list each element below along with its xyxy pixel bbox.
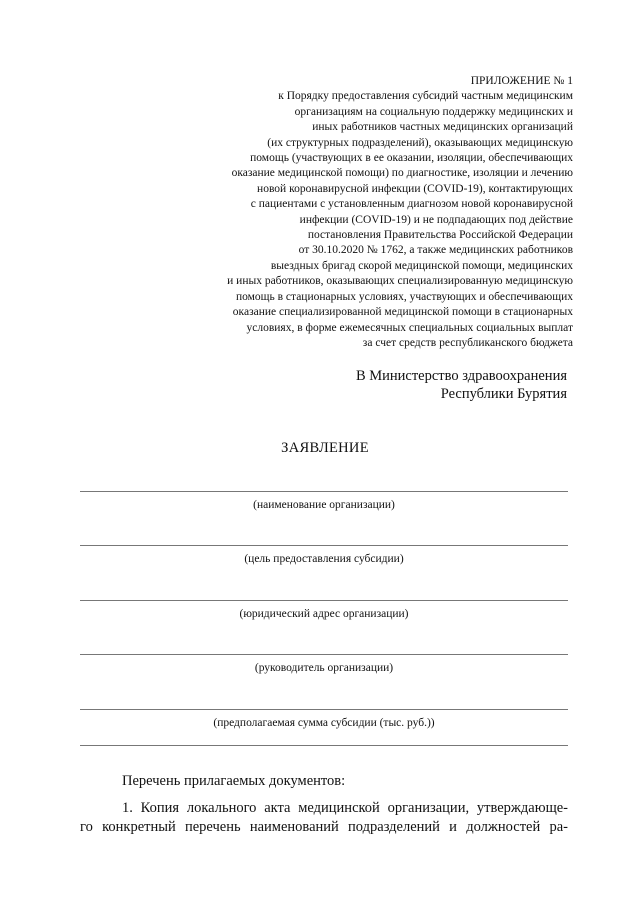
appendix-line: помощь в стационарных условиях, участвующих и обеспечивающих: [235, 290, 573, 303]
appendix-line: оказание специализированной медицинской помощи в стационарных: [232, 306, 573, 319]
appendix-line: иных работников частных медицинских организаций: [312, 121, 573, 134]
legal-address-field[interactable]: [80, 600, 568, 628]
fill-line: [80, 654, 568, 655]
field-hint: (юридический адрес организации): [239, 608, 409, 620]
appendix-line: организациям на социальную поддержку медицинских и: [294, 105, 573, 118]
appendix-line: условиях, в форме ежемесячных специальных социальных выплат: [246, 321, 573, 334]
appendix-line: за счет средств республиканского бюджета: [362, 336, 573, 349]
appendix-line: к Порядку предоставления субсидий частным медицинским: [278, 90, 573, 103]
field-hint: (наименование организации): [253, 499, 395, 511]
appendix-line: оказание медицинской помощи) по диагностике, изоляции и лечению: [231, 167, 573, 180]
appendix-line: от 30.10.2020 № 1762, а также медицинских работников: [298, 244, 573, 257]
subsidy-amount-field[interactable]: [80, 709, 568, 737]
appendix-line: с пациентами с установленным диагнозом новой коронавирусной: [250, 198, 573, 211]
appendix-line: помощь (участвующих в ее оказании, изоляции, обеспечивающих: [250, 152, 573, 165]
appendix-line: новой коронавирусной инфекции (COVID-19), контактирующих: [257, 182, 573, 195]
appendix-line: ПРИЛОЖЕНИЕ № 1: [470, 75, 573, 87]
fill-line: [80, 600, 568, 601]
subsidy-purpose-field[interactable]: [80, 545, 568, 573]
field-hint: (руководитель организации): [254, 662, 394, 674]
field-hint: (предполагаемая сумма субсидии (тыс. руб.)): [213, 717, 435, 729]
organization-name-field[interactable]: [80, 491, 568, 519]
appendix-line: постановления Правительства Российской Федерации: [307, 229, 573, 242]
document-title: ЗАЯВЛЕНИЕ: [281, 440, 369, 456]
appendix-line: (их структурных подразделений), оказывающих медицинскую: [267, 136, 573, 149]
fill-line: [80, 545, 568, 546]
organization-head-field[interactable]: [80, 654, 568, 682]
fill-line: [80, 491, 568, 492]
addressee-line-2: Республики Бурятия: [440, 386, 567, 402]
field-hint: (цель предоставления субсидии): [244, 553, 404, 565]
fill-line-bottom: [80, 745, 568, 746]
addressee-block: [267, 367, 567, 403]
document-list-item-1: [80, 799, 568, 837]
fill-line: [80, 709, 568, 710]
attached-documents-heading: Перечень прилагаемых документов:: [122, 773, 346, 789]
paragraph-line: 1. Копия локального акта медицинской организации, утверждающе-: [122, 800, 568, 816]
appendix-header: [173, 74, 573, 351]
appendix-line: инфекции (COVID-19) и не подпадающих под действие: [299, 213, 573, 226]
appendix-line: выездных бригад скорой медицинской помощи, медицинских: [270, 259, 573, 272]
paragraph-line: го конкретный перечень наименований подразделений и должностей ра-: [80, 819, 568, 835]
addressee-line-1: В Министерство здравоохранения: [355, 368, 567, 384]
appendix-line: и иных работников, оказывающих специализированную медицинскую: [227, 275, 573, 288]
